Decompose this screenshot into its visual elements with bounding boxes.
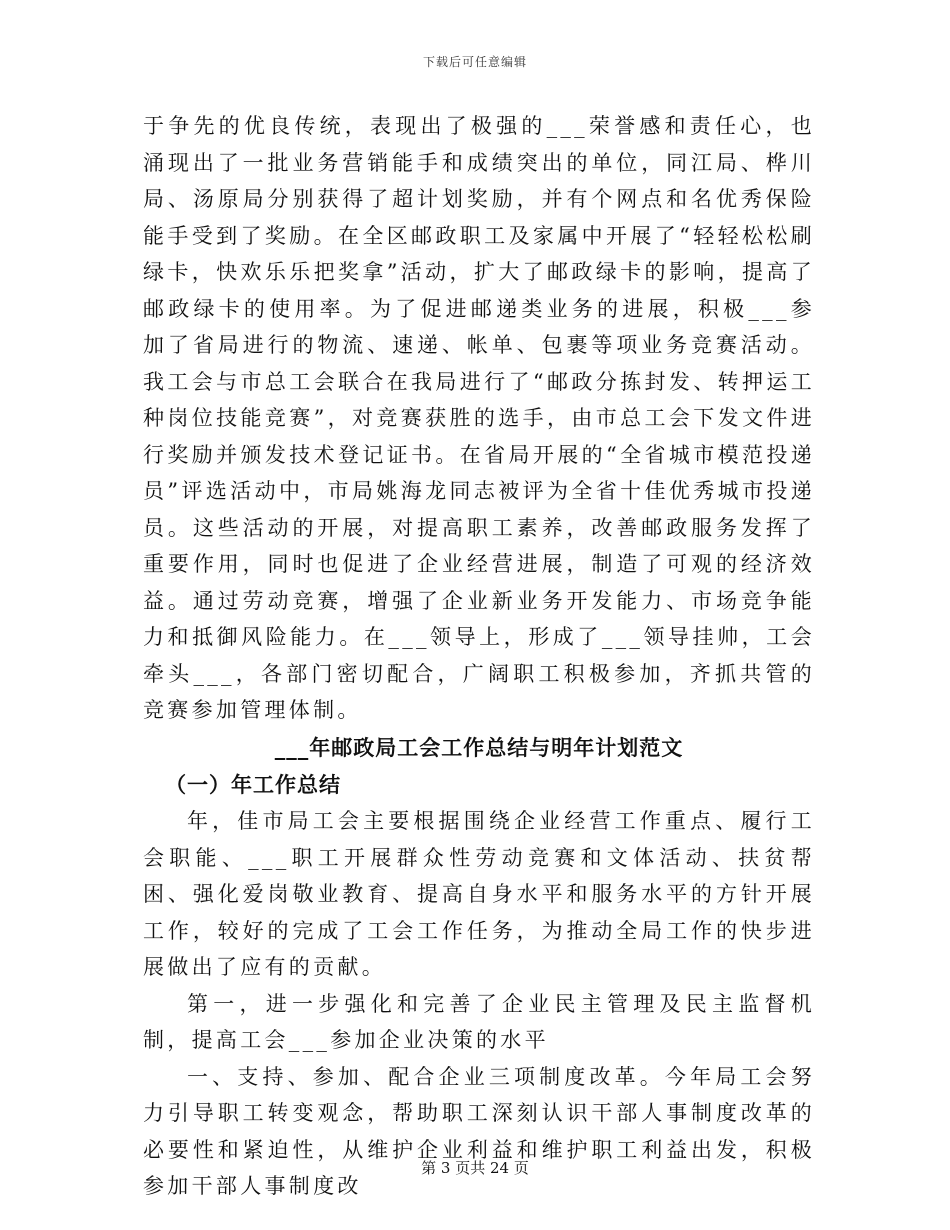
paragraph-2: 年，佳市局工会主要根据围绕企业经营工作重点、履行工会职能、___职工开展群众性劳动竞赛和文体活动、扶贫帮困、强化爱岗敬业教育、提高自身水平和服务水平的方针开展工作，较好的完成了工会工作任务，为推动全局工作的快步进展做出了应有的贡献。 xyxy=(143,809,815,979)
subsection-title: （一）年工作总结 xyxy=(165,772,341,797)
paragraph-3: 第一，进一步强化和完善了企业民主管理及民主监督机制，提高工会___参加企业决策的水平 xyxy=(143,991,815,1052)
paragraph-4: 一、支持、参加、配合企业三项制度改革。今年局工会努力引导职工转变观念，帮助职工深刻认识干部人事制度改革的必要性和紧迫性，从维护企业利益和维护职工利益出发，积极参加干部人事制度改 xyxy=(143,1064,815,1198)
document-body xyxy=(143,108,815,1205)
page-header: 下载后可任意编辑 xyxy=(422,55,527,69)
paragraph-1: 于争先的优良传统，表现出了极强的___荣誉感和责任心，也涌现出了一批业务营销能手和成绩突出的单位，同江局、桦川局、汤原局分别获得了超计划奖励，并有个网点和名优秀保险能手受到了奖励。在全区邮政职工及家属中开展了“轻轻松松刷绿卡，快欢乐乐把奖拿”活动，扩大了邮政绿卡的影响，提高了邮政绿卡的使用率。为了促进邮递类业务的进展，积极___参加了省局进行的物流、速递、帐单、包裹等项业务竞赛活动。我工会与市总工会联合在我局进行了“邮政分拣封发、转押运工种岗位技能竞赛”，对竞赛获胜的选手，由市总工会下发文件进行奖励并颁发技术登记证书。在省局开展的“全省城市模范投递员”评选活动中，市局姚海龙同志被评为全省十佳优秀城市投递员。这些活动的开展，对提高职工素养，改善邮政服务发挥了重要作用，同时也促进了企业经营进展，制造了可观的经济效益。通过劳动竞赛，增强了企业新业务开发能力、市场竞争能力和抵御风险能力。在___领导上，形成了___领导挂帅，工会牵头___，各部门密切配合，广阔职工积极参加，齐抓共管的竞赛参加管理体制。 xyxy=(143,114,815,722)
page-footer: 第 3 页共 24 页 xyxy=(421,1159,529,1177)
section-title: ___年邮政局工会工作总结与明年计划范文 xyxy=(274,735,684,760)
